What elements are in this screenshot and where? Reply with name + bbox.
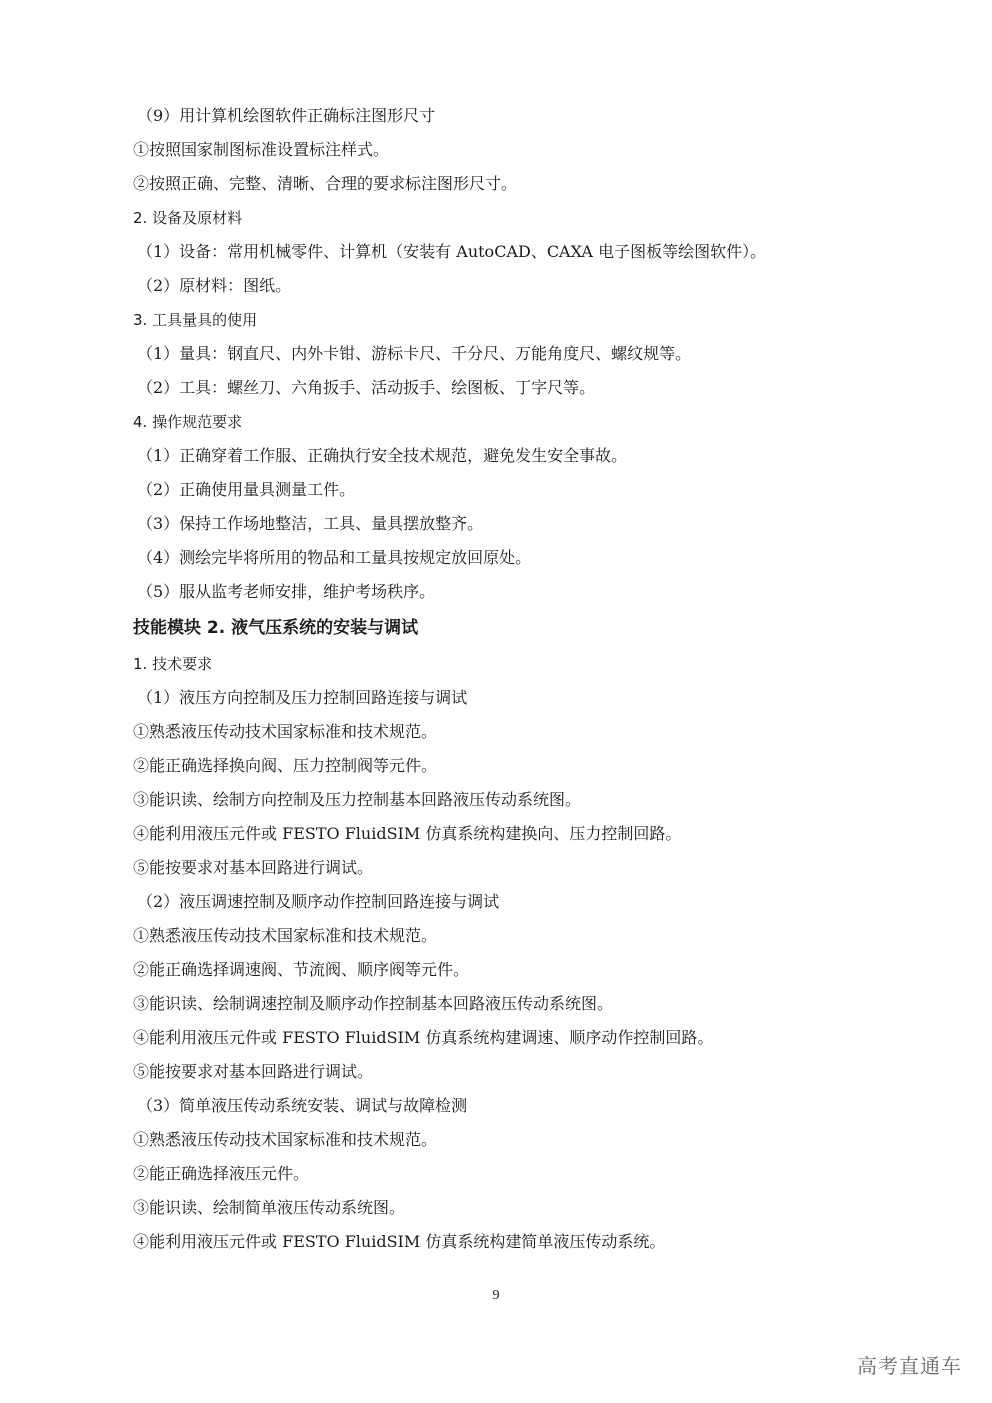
text-line: ②能正确选择液压元件。 (133, 1164, 310, 1183)
text-line: ④能利用液压元件或 FESTO FluidSIM 仿真系统构建简单液压传动系统。 (133, 1232, 666, 1251)
text-line: （3）简单液压传动系统安装、调试与故障检测 (137, 1096, 468, 1115)
section-heading: 3. 工具量具的使用 (133, 311, 258, 329)
text-line: （9）用计算机绘图软件正确标注图形尺寸 (137, 106, 436, 125)
text-line: ②按照正确、完整、清晰、合理的要求标注图形尺寸。 (133, 174, 518, 193)
text-line: ④能利用液压元件或 FESTO FluidSIM 仿真系统构建换向、压力控制回路。 (133, 824, 682, 843)
text-line: （2）原材料：图纸。 (137, 276, 292, 295)
text-line: （2）正确使用量具测量工件。 (137, 480, 356, 499)
text-line: ②能正确选择换向阀、压力控制阀等元件。 (133, 756, 438, 775)
text-line: （5）服从监考老师安排，维护考场秩序。 (137, 582, 436, 601)
text-line: （2）液压调速控制及顺序动作控制回路连接与调试 (137, 892, 500, 911)
text-line: ①熟悉液压传动技术国家标准和技术规范。 (133, 926, 438, 945)
page-number: 9 (492, 1288, 500, 1303)
text-line: （2）工具：螺丝刀、六角扳手、活动扳手、绘图板、丁字尺等。 (137, 378, 596, 397)
section-heading: 1. 技术要求 (133, 655, 213, 673)
text-line: （3）保持工作场地整洁，工具、量具摆放整齐。 (137, 514, 484, 533)
text-line: ①熟悉液压传动技术国家标准和技术规范。 (133, 722, 438, 741)
text-line: （1）量具：钢直尺、内外卡钳、游标卡尺、千分尺、万能角度尺、螺纹规等。 (137, 344, 692, 363)
text-line: ④能利用液压元件或 FESTO FluidSIM 仿真系统构建调速、顺序动作控制回路。 (133, 1028, 714, 1047)
text-line: （1）液压方向控制及压力控制回路连接与调试 (137, 688, 468, 707)
section-heading: 2. 设备及原材料 (133, 209, 243, 227)
text-line: ⑤能按要求对基本回路进行调试。 (133, 1062, 374, 1081)
text-line: ①熟悉液压传动技术国家标准和技术规范。 (133, 1130, 438, 1149)
text-line: ⑤能按要求对基本回路进行调试。 (133, 858, 374, 877)
text-line: ③能识读、绘制简单液压传动系统图。 (133, 1198, 406, 1217)
text-line: （1）设备：常用机械零件、计算机（安装有 AutoCAD、CAXA 电子图板等绘图软件）。 (137, 242, 767, 261)
text-line: ③能识读、绘制方向控制及压力控制基本回路液压传动系统图。 (133, 790, 582, 809)
text-line: ③能识读、绘制调速控制及顺序动作控制基本回路液压传动系统图。 (133, 994, 614, 1013)
text-line: ①按照国家制图标准设置标注样式。 (133, 140, 390, 159)
watermark: 高考直通车 (857, 1354, 962, 1378)
text-line: ②能正确选择调速阀、节流阀、顺序阀等元件。 (133, 960, 470, 979)
text-line: （1）正确穿着工作服、正确执行安全技术规范，避免发生安全事故。 (137, 446, 628, 465)
text-line: （4）测绘完毕将所用的物品和工量具按规定放回原处。 (137, 548, 532, 567)
section-heading: 4. 操作规范要求 (133, 413, 243, 431)
module-heading: 技能模块 2. 液气压系统的安装与调试 (133, 618, 419, 638)
